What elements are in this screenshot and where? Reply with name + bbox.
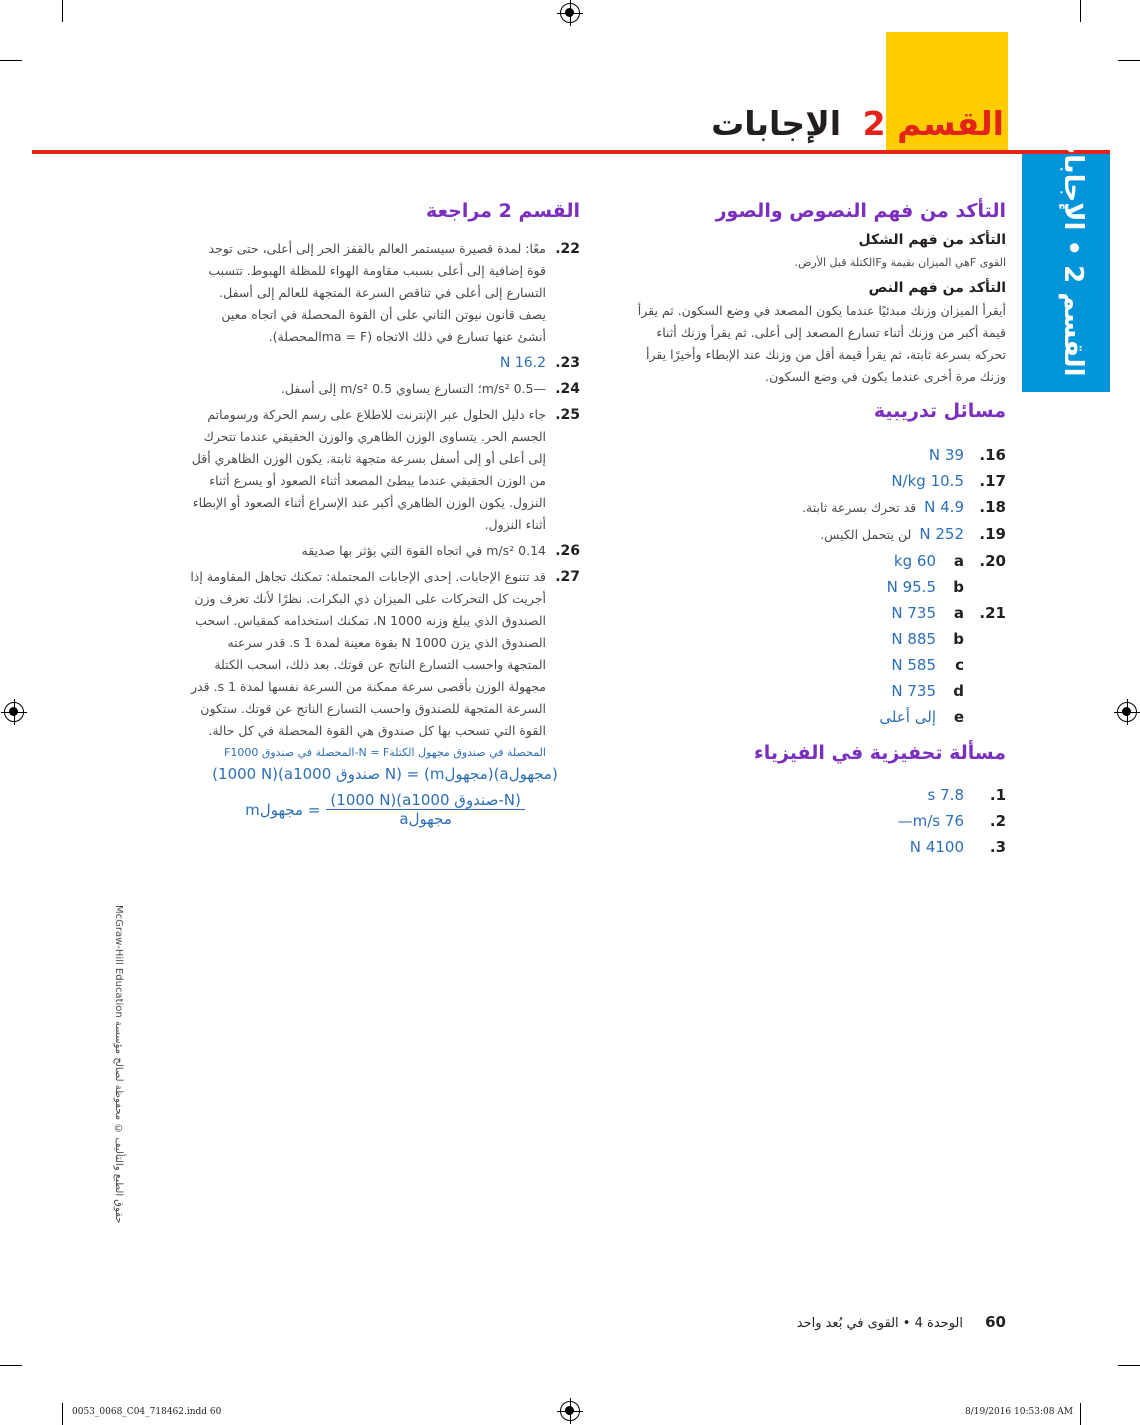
equation-1: Fالمحصلة في صندوق 1000-N = Fالمحصلة في صندوق مجهول الكتلة <box>224 746 546 759</box>
crop-mark <box>0 60 22 61</box>
review-item: 22. معًا: لمدة قصيرة سيستمر العالم بالقفز الحر إلى أعلى، حتى توجد قوة إضافية إلى أعلى بسبب مقاومة الهواء للمظلة الهبوط. تتسبب التسارع إلى أعلى في تناقص السرعة المتجهة للعالم إلى أسفل. يصف قانون نيوتن الثاني على أن القوة المحصلة في اتجاه معين أنشئ عنها تسارع في ذلك الاتجاه (ma = Fالمحصلة). <box>208 241 580 344</box>
crop-mark <box>62 0 63 22</box>
review-item: 24. —0.5 m/s²؛ التسارع يساوي 0.5 m/s² إلى أسفل. <box>280 381 580 397</box>
challenge-answers <box>632 782 1006 860</box>
equation-3-fraction <box>326 791 524 828</box>
challenge-row: 1. 7.8 s <box>927 786 1006 804</box>
review-item: 27. قد تتنوع الإجابات. إحدى الإجابات المحتملة: تمكنك تجاهل المقاومة إذا أجريت كل التحركات على الميزان ذي البكرات. نظرًا لأنك تعرف وزن الصندوق الذي يبلغ وزنه 1000 N، تمكنك استخدامه كمقياس. اسحب الصندوق الذي يزن 1000 N بقوة معينة لمدة 1 s. قدر سرعته المتجهة واحسب التسارع الناتج عن قوتك. بعد ذلك، اسحب الكتلة مجهولة الوزن بأقصى سرعة ممكنة من السرعة نفسها لمدة 1 s. قدر السرعة المتجهة للصندوق واحسب التسارع الناتج عن قوتك. ستكون القوة التي تسحب بها كل صندوق هي القوة المحصلة في كل حالة. <box>190 569 580 738</box>
answer-row: 20. a 60 kg <box>893 552 1006 570</box>
registration-mark-icon <box>560 1401 580 1421</box>
right-column <box>632 200 1006 860</box>
page-title <box>693 104 1004 143</box>
slug-date: 8/19/2016 10:53:08 AM <box>965 1407 1074 1417</box>
challenge-row: 2. 76 m/s— <box>897 812 1006 830</box>
review-item: 23. 16.2 N <box>499 355 580 371</box>
challenge-row: 3. 4100 N <box>909 838 1006 856</box>
answer-row: 18. 4.9 N قد تحرك بسرعة ثابتة. <box>802 498 1006 516</box>
registration-mark-icon <box>560 3 580 23</box>
crop-mark <box>1118 1365 1140 1366</box>
equation-3-left: mمجهول = <box>245 800 321 819</box>
crop-mark <box>0 1365 22 1366</box>
crop-mark <box>1080 0 1081 22</box>
review-heading: القسم 2 مراجعة <box>425 200 580 222</box>
answer-row: c 585 N <box>891 656 964 674</box>
side-tab-label: القسم 2 • الإجابات <box>1058 128 1088 377</box>
answer-row: 19. 252 N لن يتحمل الكيس. <box>820 525 1006 543</box>
check-shape-subheading: التأكد من فهم الشكل <box>858 232 1006 248</box>
shape-text: القوى Fهي الميزان بقيمة وFالكتلة قبل الأرض. <box>794 256 1006 269</box>
registration-mark-icon <box>1117 702 1137 722</box>
page-footer <box>797 1313 1006 1331</box>
title-text: الإجابات <box>711 104 842 143</box>
section-number: 2 <box>862 104 886 143</box>
practice-answers <box>632 442 1006 730</box>
check-heading: التأكد من فهم النصوص والصور <box>715 200 1006 222</box>
registration-mark-icon <box>4 702 24 722</box>
challenge-heading: مسألة تحفيزية في الفيزياء <box>753 742 1006 764</box>
equation-3-denominator: aمجهول <box>399 810 452 828</box>
review-item: 26. 0.14 m/s² في اتجاه القوة التي يؤثر بها صديقه <box>301 543 580 559</box>
answer-row: 17. 10.5 N/kg <box>891 472 1006 490</box>
review-item: 25. جاء دليل الحلول عبر الإنترنت للاطلاع على رسم الحركة ورسوماتم الجسم الحر. يتساوى الوزن الظاهري والوزن الحقيقي عندما تتحرك إلى أعلى أو إلى أسفل بسرعة متجهة ثابتة. يكون الوزن الظاهري أقل من الوزن الحقيقي عندما يبطئ المصعد أثناء الصعود أو يسرع أثناء النزول. يكون الوزن الظاهري أكبر عند الإسراع أثناء الصعود أو الإبطاء أثناء النزول. <box>191 407 580 532</box>
answer-row: 21. a 735 N <box>891 604 1006 622</box>
answer-row: 16. 39 N <box>928 446 1006 464</box>
left-column <box>190 200 580 828</box>
header-rule <box>32 150 1110 154</box>
answer-row: e إلى أعلى <box>879 708 964 726</box>
answer-row: d 735 N <box>891 682 964 700</box>
page-number: 60 <box>985 1313 1006 1331</box>
equation-3-numerator: (1000 N)(aصندوق 1000-N) <box>326 791 524 810</box>
equation-2: (1000 N)(aصندوق 1000 N) = (mمجهول)(aمجهول) <box>212 765 558 783</box>
crop-mark <box>62 1403 63 1425</box>
answer-row: b 885 N <box>891 630 964 648</box>
equation-3 <box>190 791 580 828</box>
copyright-notice: McGraw-Hill Education حقوق الطبع والتأليف © محفوظة لصالح مؤسسة <box>113 905 124 1224</box>
footer-chapter: الوحدة 4 • القوى في بُعد واحد <box>796 1316 963 1331</box>
practice-heading: مسائل تدريبية <box>873 400 1006 422</box>
section-label: القسم <box>897 104 1004 143</box>
equations <box>190 746 580 828</box>
crop-mark <box>1118 60 1140 61</box>
slug-file: 0053_0068_C04_718462.indd 60 <box>72 1407 222 1417</box>
check-text-subheading: التأكد من فهم النص <box>868 280 1006 296</box>
text-paragraph: أيقرأ الميزان وزنك مبدئيًا عندما يكون المصعد في وضع السكون. ثم يقرأ قيمة أكبر من وزنك أثناء تسارع المصعد إلى أعلى. ثم يقرأ وزنك أثناء تحركه بسرعة ثابتة، ثم يقرأ قيمة أقل من وزنك عند الإبطاء وأخيرًا يقرأ وزنك مرة أخرى عندما يكون في وضع السكون. <box>637 303 1006 384</box>
crop-mark <box>1080 1403 1081 1425</box>
answer-row: b 95.5 N <box>886 578 964 596</box>
